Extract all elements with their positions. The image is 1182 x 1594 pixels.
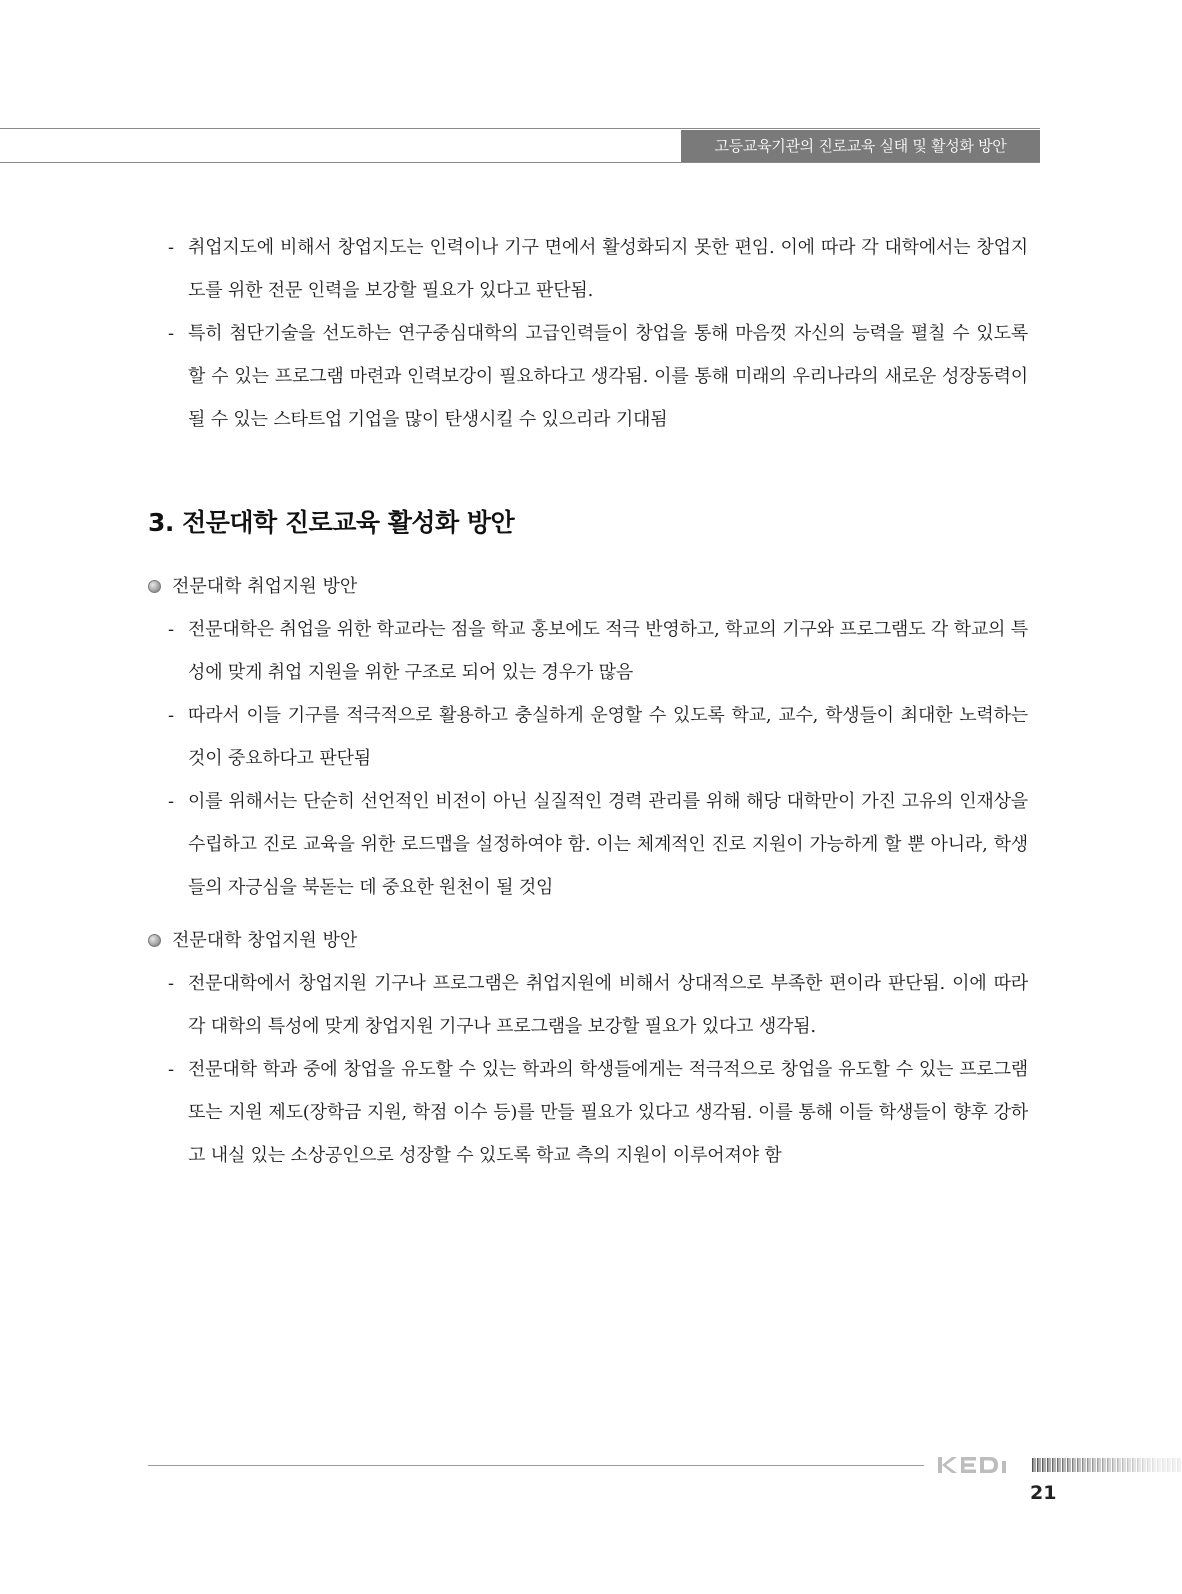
list-item-text: 취업지도에 비해서 창업지도는 인력이나 기구 면에서 활성화되지 못한 편임. 이에 따라 각 대학에서는 창업지도를 위한 전문 인력을 보강할 필요가 있다고 판단됨. bbox=[188, 237, 1028, 301]
list-item bbox=[148, 780, 1028, 909]
list-item bbox=[148, 226, 1028, 312]
footer-rule bbox=[148, 1465, 924, 1466]
dash-marker: - bbox=[168, 323, 174, 344]
list-item-text: 특히 첨단기술을 선도하는 연구중심대학의 고급인력들이 창업을 통해 마음껏 자신의 능력을 펼칠 수 있도록 할 수 있는 프로그램 마련과 인력보강이 필요하다고 생각됨. 이를 통해 미래의 우리나라의 새로운 성장동력이 될 수 있는 스타트업 기업을 많이 탄생시킬 수 있으리라 기대됨 bbox=[188, 323, 1028, 430]
subsection-title-text: 전문대학 창업지원 방안 bbox=[172, 930, 358, 951]
subsection-title bbox=[148, 919, 1028, 962]
spacer bbox=[148, 909, 1028, 919]
section-heading: 3. 전문대학 진로교육 활성화 방안 bbox=[148, 508, 515, 537]
dash-marker: - bbox=[168, 1059, 174, 1080]
list-item-text: 따라서 이들 기구를 적극적으로 활용하고 충실하게 운영할 수 있도록 학교, 교수, 학생들이 최대한 노력하는 것이 중요하다고 판단됨 bbox=[188, 705, 1028, 769]
page-body bbox=[148, 226, 1028, 1177]
list-item-text: 전문대학에서 창업지원 기구나 프로그램은 취업지원에 비해서 상대적으로 부족한 편이라 판단됨. 이에 따라 각 대학의 특성에 맞게 창업지원 기구나 프로그램을 보강할 필요가 있다고 생각됨. bbox=[188, 973, 1028, 1037]
list-item bbox=[148, 694, 1028, 780]
subsection-title-text: 전문대학 취업지원 방안 bbox=[172, 576, 358, 597]
kedi-logo-icon bbox=[936, 1452, 1020, 1478]
footer-stripe-bar bbox=[1032, 1458, 1182, 1472]
list-item bbox=[148, 962, 1028, 1048]
list-item bbox=[148, 608, 1028, 694]
svg-text:KEDI: KEDI bbox=[936, 1452, 939, 1453]
list-item-text: 전문대학은 취업을 위한 학교라는 점을 학교 홍보에도 적극 반영하고, 학교의 기구와 프로그램도 각 학교의 특성에 맞게 취업 지원을 위한 구조로 되어 있는 경우가 많음 bbox=[188, 619, 1028, 683]
page-number: 21 bbox=[1030, 1482, 1057, 1504]
dash-marker: - bbox=[168, 705, 174, 726]
dash-marker: - bbox=[168, 791, 174, 812]
running-header: 고등교육기관의 진로교육 실태 및 활성화 방안 bbox=[681, 130, 1040, 162]
dash-marker: - bbox=[168, 973, 174, 994]
list-item-text: 이를 위해서는 단순히 선언적인 비전이 아닌 실질적인 경력 관리를 위해 해당 대학만이 가진 고유의 인재상을 수립하고 진로 교육을 위한 로드맵을 설정하여야 함. 이는 체계적인 진로 지원이 가능하게 할 뿐 아니라, 학생들의 자긍심을 북돋는 데 중요한 원천이 될 것임 bbox=[188, 791, 1028, 898]
gray-sphere-bullet-icon bbox=[148, 580, 161, 593]
header-rule-bottom bbox=[0, 162, 1040, 163]
subsection-title bbox=[148, 565, 1028, 608]
gray-sphere-bullet-icon bbox=[148, 934, 161, 947]
list-item bbox=[148, 1048, 1028, 1177]
list-item bbox=[148, 312, 1028, 441]
header-rule-top bbox=[0, 128, 1040, 129]
dash-marker: - bbox=[168, 619, 174, 640]
list-item-text: 전문대학 학과 중에 창업을 유도할 수 있는 학과의 학생들에게는 적극적으로 창업을 유도할 수 있는 프로그램 또는 지원 제도(장학금 지원, 학점 이수 등)를 만들 필요가 있다고 생각됨. 이를 통해 이들 학생들이 향후 강하고 내실 있는 소상공인으로 성장할 수 있도록 학교 측의 지원이 이루어져야 함 bbox=[188, 1059, 1028, 1166]
dash-marker: - bbox=[168, 237, 174, 258]
